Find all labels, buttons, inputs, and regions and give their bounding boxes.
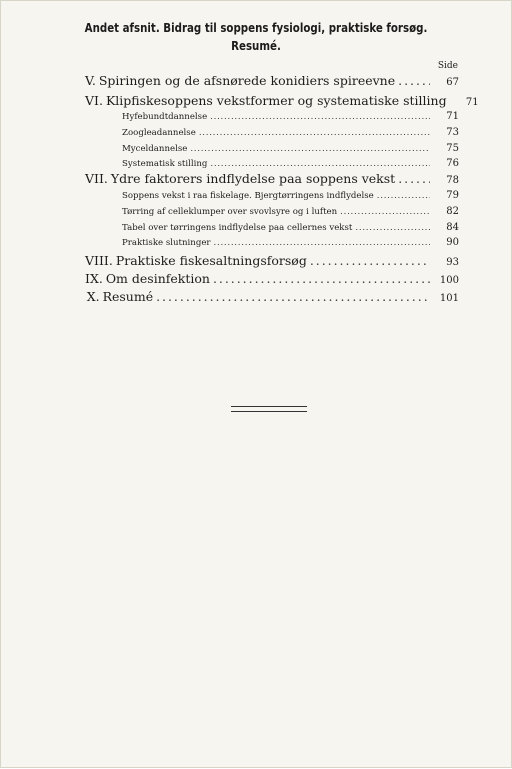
toc-entry-chapter <box>85 271 459 286</box>
toc-entry-subsection <box>122 158 459 169</box>
toc-entry-title: Tabel over tørringens indflydelse paa cellernes vekst <box>122 223 353 233</box>
double-rule-divider <box>231 406 307 412</box>
toc-entry-page: 76 <box>446 158 459 169</box>
dot-leader <box>355 223 430 233</box>
toc-entry-title: Hyfebundtdannelse <box>122 112 208 122</box>
toc-entry-subsection <box>122 143 459 154</box>
toc-entry-number: X. <box>86 289 100 304</box>
toc-entry-page: 100 <box>439 275 459 286</box>
dot-leader <box>340 207 430 217</box>
toc-entry-number: VIII. <box>85 253 113 268</box>
toc-entry-title: Klipfiskesoppens vekstformer og systematiske stilling <box>105 93 447 108</box>
toc-entry-subsection <box>122 237 459 248</box>
toc-entry-number: IX. <box>85 271 103 286</box>
toc-entry-page: 78 <box>446 175 459 186</box>
toc-entry-title: Om desinfektion <box>105 271 210 286</box>
toc-entry-number: V. <box>85 73 96 88</box>
page-column-label: Side <box>437 61 458 71</box>
dot-leader <box>210 159 430 169</box>
toc-entry-title: Spiringen og de afsnørede konidiers spireevne <box>98 73 396 88</box>
toc-entry-chapter <box>85 93 479 108</box>
toc-entry-page: 71 <box>465 97 479 108</box>
toc-entry-page: 73 <box>446 127 459 138</box>
toc-entry-subsection <box>122 222 459 233</box>
toc-entry-title: Myceldannelse <box>122 144 188 154</box>
toc-entry-subsection <box>122 127 459 138</box>
toc-entry-subsection <box>122 111 459 122</box>
toc-entry-title: Ydre faktorers indflydelse paa soppens vekst <box>110 171 396 186</box>
toc-entry-title: Resumé <box>102 289 154 304</box>
toc-entry-title: Praktiske fiskesaltningsforsøg <box>115 253 307 268</box>
toc-entry-page: 79 <box>446 190 459 201</box>
dot-leader <box>398 171 430 186</box>
toc-entry-page: 71 <box>446 111 459 122</box>
toc-entry-title: Praktiske slutninger <box>122 238 211 248</box>
section-heading-line-1: Andet afsnit. Bidrag til soppens fysiologi, praktiske forsøg. <box>84 20 428 35</box>
table-of-contents <box>1 1 512 769</box>
toc-entry-number: VII. <box>85 171 108 186</box>
toc-entry-page: 90 <box>446 237 459 248</box>
toc-entry-number: VI. <box>85 93 103 108</box>
toc-entry-page: 75 <box>446 143 459 154</box>
toc-entry-page: 101 <box>439 293 459 304</box>
toc-entry-title: Soppens vekst i raa fiskelage. Bjergtørringens indflydelse <box>122 191 374 201</box>
toc-entry-chapter <box>85 73 459 88</box>
toc-entry-subsection <box>122 190 459 201</box>
dot-leader <box>213 271 430 286</box>
dot-leader <box>377 191 430 201</box>
dot-leader <box>156 289 430 304</box>
section-heading-line-2: Resumé. <box>231 38 281 53</box>
toc-entry-subsection <box>122 206 459 217</box>
toc-entry-chapter <box>85 171 459 186</box>
dot-leader <box>398 73 430 88</box>
toc-entry-page: 84 <box>446 222 459 233</box>
toc-entry-page: 82 <box>446 206 459 217</box>
toc-entry-title: Tørring af celleklumper over svovlsyre og i luften <box>122 207 338 217</box>
dot-leader <box>210 112 430 122</box>
toc-entry-title: Systematisk stilling <box>122 159 208 169</box>
dot-leader <box>190 144 430 154</box>
dot-leader <box>214 238 430 248</box>
toc-entry-page: 67 <box>446 77 459 88</box>
toc-entry-chapter <box>85 253 459 268</box>
dot-leader <box>199 128 430 138</box>
toc-entry-page: 93 <box>446 257 459 268</box>
toc-entry-chapter <box>85 289 459 304</box>
toc-entry-title: Zoogleadannelse <box>122 128 196 138</box>
dot-leader <box>310 253 430 268</box>
